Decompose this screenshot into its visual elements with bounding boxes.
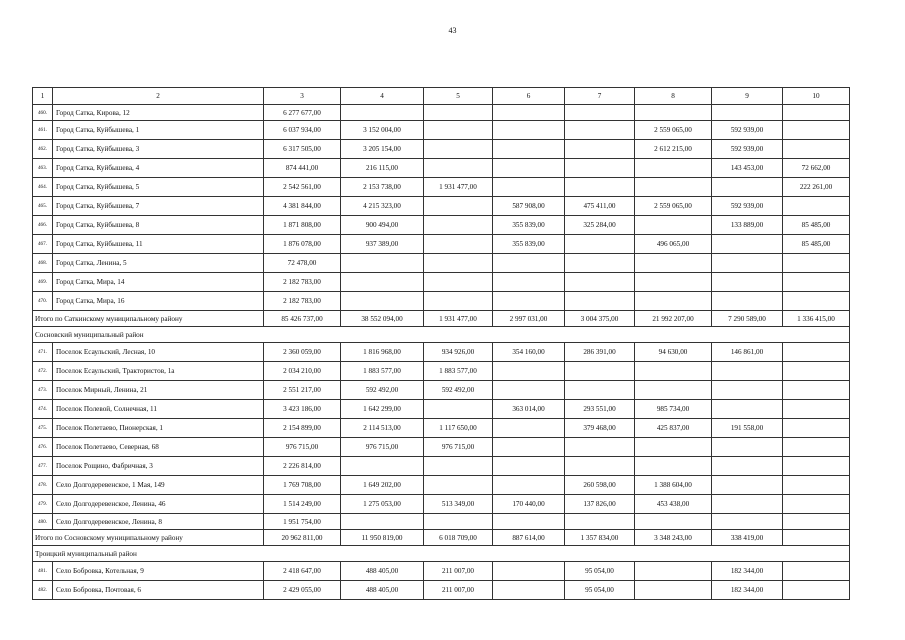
column-header: 7 [565,88,635,105]
value-cell: 2 559 065,00 [635,197,712,216]
value-cell: 2 418 647,00 [264,562,341,581]
value-cell: 937 389,00 [341,235,424,254]
row-number: 465. [33,197,53,216]
row-number: 470. [33,292,53,311]
value-cell [565,159,635,178]
value-cell [712,362,783,381]
row-number: 479. [33,495,53,514]
value-cell [424,105,493,121]
value-cell [424,514,493,530]
value-cell [635,381,712,400]
value-cell [783,438,850,457]
row-number: 474. [33,400,53,419]
value-cell: 2 429 055,00 [264,581,341,600]
address-cell: Город Сатка, Мира, 14 [53,273,264,292]
value-cell: 95 054,00 [565,581,635,600]
section-row [33,546,850,562]
value-cell: 488 405,00 [341,562,424,581]
value-cell [493,438,565,457]
value-cell: 94 630,00 [635,343,712,362]
value-cell: 146 861,00 [712,343,783,362]
value-cell: 1 769 708,00 [264,476,341,495]
value-cell [783,362,850,381]
value-cell: 592 939,00 [712,121,783,140]
value-cell [493,514,565,530]
total-label: Итого по Саткинскому муниципальному району [33,311,264,327]
value-cell [783,476,850,495]
value-cell [341,514,424,530]
address-cell: Город Сатка, Куйбышева, 11 [53,235,264,254]
value-cell [635,362,712,381]
value-cell [712,105,783,121]
value-cell: 475 411,00 [565,197,635,216]
table-row [33,495,850,514]
value-cell: 4 381 844,00 [264,197,341,216]
row-number: 463. [33,159,53,178]
table-row [33,400,850,419]
row-number: 469. [33,273,53,292]
value-cell [635,457,712,476]
value-cell: 976 715,00 [424,438,493,457]
value-cell [712,178,783,197]
value-cell [424,292,493,311]
address-cell: Город Сатка, Куйбышева, 5 [53,178,264,197]
value-cell [493,178,565,197]
section-heading: Сосновский муниципальный район [33,327,850,343]
row-number: 481. [33,562,53,581]
address-cell: Город Сатка, Куйбышева, 1 [53,121,264,140]
address-cell: Село Бобровка, Почтовая, 6 [53,581,264,600]
value-cell: 222 261,00 [783,178,850,197]
value-cell: 934 926,00 [424,343,493,362]
value-cell [565,254,635,273]
row-number: 482. [33,581,53,600]
value-cell: 1 871 808,00 [264,216,341,235]
value-cell: 976 715,00 [264,438,341,457]
value-cell: 1 816 968,00 [341,343,424,362]
row-number: 477. [33,457,53,476]
value-cell: 182 344,00 [712,581,783,600]
table-row [33,216,850,235]
value-cell: 286 391,00 [565,343,635,362]
row-number: 473. [33,381,53,400]
value-cell [712,457,783,476]
value-cell: 85 426 737,00 [264,311,341,327]
value-cell: 379 468,00 [565,419,635,438]
value-cell: 4 215 323,00 [341,197,424,216]
value-cell: 2 182 783,00 [264,273,341,292]
value-cell: 85 485,00 [783,235,850,254]
value-cell [783,105,850,121]
table-row [33,438,850,457]
value-cell: 3 205 154,00 [341,140,424,159]
table-row [33,178,850,197]
table-row [33,581,850,600]
address-cell: Поселок Полевой, Солнечная, 11 [53,400,264,419]
value-cell: 2 559 065,00 [635,121,712,140]
value-cell: 6 037 934,00 [264,121,341,140]
value-cell: 1 357 834,00 [565,530,635,546]
value-cell [565,292,635,311]
value-cell: 1 883 577,00 [424,362,493,381]
value-cell: 72 662,00 [783,159,850,178]
value-cell: 354 160,00 [493,343,565,362]
value-cell [493,121,565,140]
value-cell [424,159,493,178]
value-cell [565,121,635,140]
table-row [33,254,850,273]
address-cell: Село Долгодеревенское, 1 Мая, 149 [53,476,264,495]
table-row [33,476,850,495]
row-number: 466. [33,216,53,235]
value-cell [341,105,424,121]
value-cell [635,438,712,457]
address-cell: Город Сатка, Ленина, 5 [53,254,264,273]
value-cell: 1 876 078,00 [264,235,341,254]
value-cell: 1 275 053,00 [341,495,424,514]
value-cell [565,273,635,292]
column-header: 9 [712,88,783,105]
value-cell: 20 962 811,00 [264,530,341,546]
table-row [33,562,850,581]
value-cell: 985 734,00 [635,400,712,419]
value-cell [635,292,712,311]
value-cell [493,476,565,495]
value-cell: 3 348 243,00 [635,530,712,546]
table-row [33,105,850,121]
value-cell: 6 277 677,00 [264,105,341,121]
value-cell [712,438,783,457]
column-header: 4 [341,88,424,105]
value-cell [565,362,635,381]
table-row [33,381,850,400]
value-cell [783,140,850,159]
value-cell: 2 153 738,00 [341,178,424,197]
value-cell: 1 951 754,00 [264,514,341,530]
value-cell [783,121,850,140]
value-cell: 587 908,00 [493,197,565,216]
value-cell: 143 453,00 [712,159,783,178]
row-number: 476. [33,438,53,457]
value-cell: 293 551,00 [565,400,635,419]
address-cell: Город Сатка, Кирова, 12 [53,105,264,121]
value-cell: 496 065,00 [635,235,712,254]
value-cell: 900 494,00 [341,216,424,235]
value-cell: 592 492,00 [424,381,493,400]
value-cell [493,273,565,292]
value-cell [783,419,850,438]
value-cell: 2 114 513,00 [341,419,424,438]
value-cell: 2 182 783,00 [264,292,341,311]
value-cell: 1 642 299,00 [341,400,424,419]
value-cell: 211 007,00 [424,562,493,581]
value-cell [493,140,565,159]
value-cell [493,105,565,121]
value-cell [424,254,493,273]
value-cell: 2 154 899,00 [264,419,341,438]
value-cell [341,292,424,311]
address-cell: Поселок Есаульский, Трактористов, 1а [53,362,264,381]
value-cell [635,254,712,273]
value-cell [783,400,850,419]
value-cell [635,562,712,581]
value-cell: 355 839,00 [493,216,565,235]
value-cell [565,457,635,476]
value-cell: 95 054,00 [565,562,635,581]
value-cell: 1 117 650,00 [424,419,493,438]
row-number: 460. [33,105,53,121]
value-cell [493,457,565,476]
column-header: 5 [424,88,493,105]
table-body [33,88,850,600]
table-header-row [33,88,850,105]
value-cell [493,581,565,600]
table-row [33,121,850,140]
value-cell: 2 034 210,00 [264,362,341,381]
value-cell [635,178,712,197]
section-heading: Троицкий муниципальный район [33,546,850,562]
address-cell: Город Сатка, Куйбышева, 3 [53,140,264,159]
address-cell: Город Сатка, Куйбышева, 4 [53,159,264,178]
address-cell: Поселок Полетаево, Пионерская, 1 [53,419,264,438]
value-cell: 133 889,00 [712,216,783,235]
value-cell [565,140,635,159]
row-number: 467. [33,235,53,254]
value-cell: 355 839,00 [493,235,565,254]
value-cell [783,273,850,292]
value-cell [635,581,712,600]
table-row [33,235,850,254]
value-cell [493,362,565,381]
column-header: 6 [493,88,565,105]
value-cell: 85 485,00 [783,216,850,235]
value-cell [783,381,850,400]
column-header: 8 [635,88,712,105]
total-row [33,530,850,546]
value-cell: 592 492,00 [341,381,424,400]
value-cell [712,235,783,254]
table-row [33,362,850,381]
column-header: 2 [53,88,264,105]
value-cell [783,197,850,216]
table-row [33,159,850,178]
address-cell: Село Бобровка, Котельная, 9 [53,562,264,581]
value-cell [712,292,783,311]
page-number: 43 [448,26,457,35]
value-cell: 1 336 415,00 [783,311,850,327]
row-number: 461. [33,121,53,140]
value-cell [341,254,424,273]
value-cell: 7 290 589,00 [712,311,783,327]
value-cell: 325 284,00 [565,216,635,235]
value-cell [635,159,712,178]
value-cell [712,476,783,495]
value-cell [783,514,850,530]
value-cell: 6 018 709,00 [424,530,493,546]
address-cell: Поселок Есаульский, Лесная, 10 [53,343,264,362]
value-cell [783,562,850,581]
address-cell: Поселок Мирный, Ленина, 21 [53,381,264,400]
value-cell [783,292,850,311]
table-row [33,197,850,216]
value-cell [424,121,493,140]
value-cell [493,254,565,273]
value-cell [712,400,783,419]
address-cell: Поселок Полетаево, Северная, 68 [53,438,264,457]
value-cell: 1 931 477,00 [424,178,493,197]
column-header: 10 [783,88,850,105]
value-cell: 453 438,00 [635,495,712,514]
address-cell: Город Сатка, Куйбышева, 8 [53,216,264,235]
value-cell [783,495,850,514]
value-cell: 2 360 059,00 [264,343,341,362]
value-cell [493,381,565,400]
value-cell: 592 939,00 [712,140,783,159]
value-cell: 1 388 604,00 [635,476,712,495]
value-cell: 874 441,00 [264,159,341,178]
value-cell: 260 598,00 [565,476,635,495]
value-cell [712,273,783,292]
column-header: 1 [33,88,53,105]
value-cell: 887 614,00 [493,530,565,546]
value-cell: 976 715,00 [341,438,424,457]
value-cell [712,514,783,530]
address-cell: Село Долгодеревенское, Ленина, 46 [53,495,264,514]
value-cell [712,495,783,514]
value-cell [783,530,850,546]
value-cell [783,457,850,476]
value-cell [783,254,850,273]
value-cell [712,254,783,273]
table-row [33,457,850,476]
value-cell: 1 883 577,00 [341,362,424,381]
value-cell [341,457,424,476]
value-cell [565,514,635,530]
value-cell [565,381,635,400]
value-cell: 170 440,00 [493,495,565,514]
value-cell [712,381,783,400]
value-cell [635,273,712,292]
value-cell: 1 931 477,00 [424,311,493,327]
value-cell: 513 349,00 [424,495,493,514]
value-cell: 2 551 217,00 [264,381,341,400]
value-cell: 338 419,00 [712,530,783,546]
value-cell [783,343,850,362]
value-cell: 6 317 505,00 [264,140,341,159]
value-cell [424,197,493,216]
value-cell: 38 552 094,00 [341,311,424,327]
value-cell: 425 837,00 [635,419,712,438]
row-number: 462. [33,140,53,159]
value-cell [783,581,850,600]
value-cell: 211 007,00 [424,581,493,600]
value-cell: 592 939,00 [712,197,783,216]
value-cell: 1 649 202,00 [341,476,424,495]
value-cell: 21 992 207,00 [635,311,712,327]
value-cell: 191 558,00 [712,419,783,438]
value-cell [424,216,493,235]
table-row [33,140,850,159]
value-cell [424,476,493,495]
value-cell [635,216,712,235]
value-cell [424,273,493,292]
value-cell [424,235,493,254]
value-cell [635,105,712,121]
table-row [33,273,850,292]
value-cell [565,105,635,121]
row-number: 471. [33,343,53,362]
address-cell: Поселок Рощино, Фабричная, 3 [53,457,264,476]
value-cell: 2 226 814,00 [264,457,341,476]
value-cell [493,562,565,581]
value-cell [565,235,635,254]
value-cell: 182 344,00 [712,562,783,581]
value-cell: 2 997 031,00 [493,311,565,327]
address-cell: Село Долгодеревенское, Ленина, 8 [53,514,264,530]
value-cell: 72 478,00 [264,254,341,273]
table-row [33,419,850,438]
row-number: 478. [33,476,53,495]
row-number: 468. [33,254,53,273]
value-cell [424,140,493,159]
value-cell: 1 514 249,00 [264,495,341,514]
value-cell: 2 542 561,00 [264,178,341,197]
section-row [33,327,850,343]
total-row [33,311,850,327]
value-cell: 216 115,00 [341,159,424,178]
value-cell: 363 014,00 [493,400,565,419]
value-cell [635,514,712,530]
value-cell: 3 152 004,00 [341,121,424,140]
row-number: 472. [33,362,53,381]
value-cell [565,438,635,457]
row-number: 480. [33,514,53,530]
value-cell [493,159,565,178]
value-cell [493,419,565,438]
value-cell [424,457,493,476]
table-row [33,343,850,362]
column-header: 3 [264,88,341,105]
address-cell: Город Сатка, Мира, 16 [53,292,264,311]
data-table [32,87,850,600]
value-cell: 488 405,00 [341,581,424,600]
value-cell: 2 612 215,00 [635,140,712,159]
value-cell: 3 004 375,00 [565,311,635,327]
value-cell [493,292,565,311]
total-label: Итого по Сосновскому муниципальному району [33,530,264,546]
address-cell: Город Сатка, Куйбышева, 7 [53,197,264,216]
value-cell: 3 423 186,00 [264,400,341,419]
row-number: 475. [33,419,53,438]
value-cell: 137 826,00 [565,495,635,514]
table-row [33,514,850,530]
value-cell [424,400,493,419]
value-cell: 11 950 819,00 [341,530,424,546]
row-number: 464. [33,178,53,197]
value-cell [341,273,424,292]
table-row [33,292,850,311]
value-cell [565,178,635,197]
